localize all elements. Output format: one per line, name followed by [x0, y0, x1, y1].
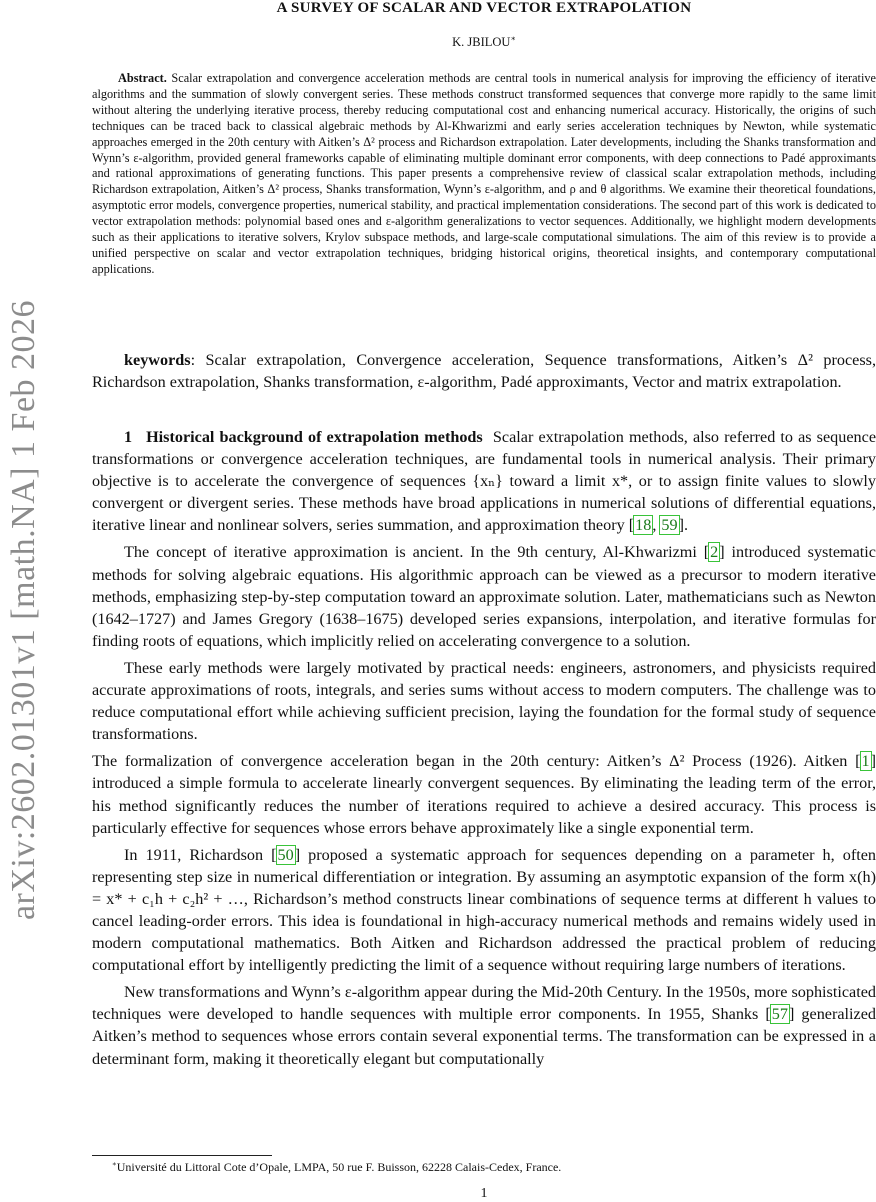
citation-link[interactable]: 59: [661, 516, 678, 535]
paragraph-4-text-a: The formalization of convergence acceleration began in the 20th century: Aitken’s Δ² Process (1926). Aitken [: [92, 752, 861, 771]
abstract: [92, 71, 876, 278]
keywords-label: keywords: [124, 351, 191, 369]
citation-separator: ,: [652, 516, 661, 535]
page-number: 1: [480, 1186, 488, 1201]
keywords: [92, 349, 876, 394]
paragraph-4: [92, 750, 876, 838]
paragraph-5-text-b: ] proposed a systematic approach for sequences depending on a parameter h, often representing step size in numerical differentiation or integration. By assuming an asymptotic expansion of the form x(h) = x* + c₁h + c₂h² + …, Richardson’s method constructs linear combinations of sequence terms at different h values to cancel leading-order errors. This idea is foundational in high-accuracy numerical methods and remains widely used in modern computational mathematics. Both Aitken and Richardson addressed the practical problem of reducing computational effort by intelligently predicting the limit of a sequence without requiring large numbers of iterations.: [92, 845, 876, 975]
paragraph-1-end: ].: [678, 516, 689, 535]
author-name: K. JBILOU: [452, 35, 511, 50]
footnote-rule: [92, 1155, 272, 1156]
paragraph-2-text-b: ] introduced systematic methods for solving algebraic equations. His algorithmic approach can be viewed as a precursor to modern iterative methods, emphasizing step-by-step computation toward an approximate solution. Later, mathematicians such as Newton (1642–1727) and James Gregory (1638–1675) developed series expansions, interpolation, and iterative formulas for finding roots of equations, which implicitly relied on accelerating convergence to a solution.: [92, 543, 876, 650]
paragraph-6: [92, 981, 876, 1069]
paragraph-3-text: These early methods were largely motivated by practical needs: engineers, astronomers, and physicists required accurate approximations of roots, integrals, and series sums without access to modern computers. The challenge was to reduce computational effort while achieving sufficient precision, laying the foundation for the formal study of sequence transformations.: [92, 658, 876, 744]
paragraph-5-text-a: In 1911, Richardson [: [124, 845, 277, 864]
body-text: [92, 426, 876, 1075]
citation-link[interactable]: 18: [635, 516, 652, 535]
footnote: [92, 1160, 876, 1175]
abstract-label: Abstract.: [118, 71, 167, 85]
paragraph-6-text-a: New transformations and Wynn’s ε-algorithm appear during the Mid-20th Century. In the 1950s, more sophisticated techniques were developed to handle sequences with multiple error components. In 1955, Shanks [: [92, 983, 876, 1024]
abstract-text: Scalar extrapolation and convergence acceleration methods are central tools in numerical analysis for improving the efficiency of iterative algorithms and the summation of slowly convergent series. These methods construct transformed sequences that converge more rapidly to the same limit without altering the underlying iterative process, thereby reducing computational cost and enhancing numerical accuracy. Historically, the origins of such techniques can be traced back to classical algebraic methods by Al-Khwarizmi and early series acceleration techniques by Newton, while systematic approaches emerged in the 20th century with Aitken’s Δ² process and Richardson extrapolation. Later developments, including the Shanks transformation and Wynn’s ε-algorithm, provided general frameworks capable of eliminating multiple dominant error components, with deep connections to Padé approximants and rational approximations of generating functions. This paper presents a comprehensive review of classical scalar extrapolation methods, including Richardson extrapolation, Aitken’s Δ² process, Shanks transformation, Wynn’s ε-algorithm, and ρ and θ algorithms. We examine their theoretical foundations, asymptotic error models, convergence properties, numerical stability, and practical implementation considerations. The second part of this work is dedicated to vector extrapolation methods: polynomial based ones and ε-algorithm generalizations to vector sequences. Additionally, we highlight modern developments such as their applications to iterative solvers, Krylov subspace methods, and large-scale computational simulations. The aim of this review is to provide a unified perspective on scalar and vector extrapolation techniques, bridging historical origins, theoretical insights, and contemporary computational applications.: [92, 71, 876, 276]
paragraph-4-text-b: ] introduced a simple formula to accelerate linearly convergent sequences. By eliminating the leading term of the error, his method significantly reduces the number of iterations required to achieve a desired accuracy. This process is particularly effective for sequences whose errors behave approximately like a single exponential term.: [92, 752, 876, 837]
citation-link[interactable]: 57: [771, 1005, 788, 1024]
paragraph-1: [92, 426, 876, 536]
citation-link[interactable]: 1: [861, 752, 870, 771]
author-footnote-mark: ∗: [510, 34, 516, 43]
paragraph-6-text-b: ] generalized Aitken’s method to sequences whose errors contain several exponential terms. The transformation can be expressed in a determinant form, making it theoretically elegant but computationally: [92, 1005, 876, 1068]
keywords-text: : Scalar extrapolation, Convergence acceleration, Sequence transformations, Aitken’s Δ² process, Richardson extrapolation, Shanks transformation, ε-algorithm, Padé approximants, Vector and matrix extrapolation.: [92, 351, 876, 392]
section-title: Historical background of extrapolation methods: [146, 428, 483, 446]
arxiv-stamp-text: arXiv:2602.01301v1 [math.NA] 1 Feb 2026: [5, 299, 42, 921]
paragraph-2-text-a: The concept of iterative approximation is ancient. In the 9th century, Al-Khwarizmi [: [124, 543, 710, 562]
citation-link[interactable]: 50: [277, 845, 294, 864]
paragraph-5: [92, 844, 876, 977]
paragraph-3: [92, 657, 876, 745]
section-number: 1: [124, 428, 133, 446]
author-line: [92, 34, 876, 50]
arxiv-stamp: [4, 240, 44, 980]
footnote-mark: ∗: [112, 1160, 117, 1168]
paper-title: A SURVEY OF SCALAR AND VECTOR EXTRAPOLATION: [276, 0, 692, 16]
paragraph-2: [92, 541, 876, 651]
citation-link[interactable]: 2: [710, 543, 719, 562]
section-heading: [124, 428, 483, 446]
paragraph-1-text: Scalar extrapolation methods, also referred to as sequence transformations or convergence acceleration techniques, are fundamental tools in numerical analysis. Their primary objective is to accelerate the convergence of sequences {xₙ} toward a limit x*, or to assign finite values to slowly convergent or divergent series. These methods have broad applications in numerical solutions of differential equations, iterative linear and nonlinear solvers, series summation, and approximation theory [: [92, 428, 876, 535]
footnote-text: Université du Littoral Cote d’Opale, LMPA, 50 rue F. Buisson, 62228 Calais-Cedex, France.: [116, 1160, 562, 1174]
